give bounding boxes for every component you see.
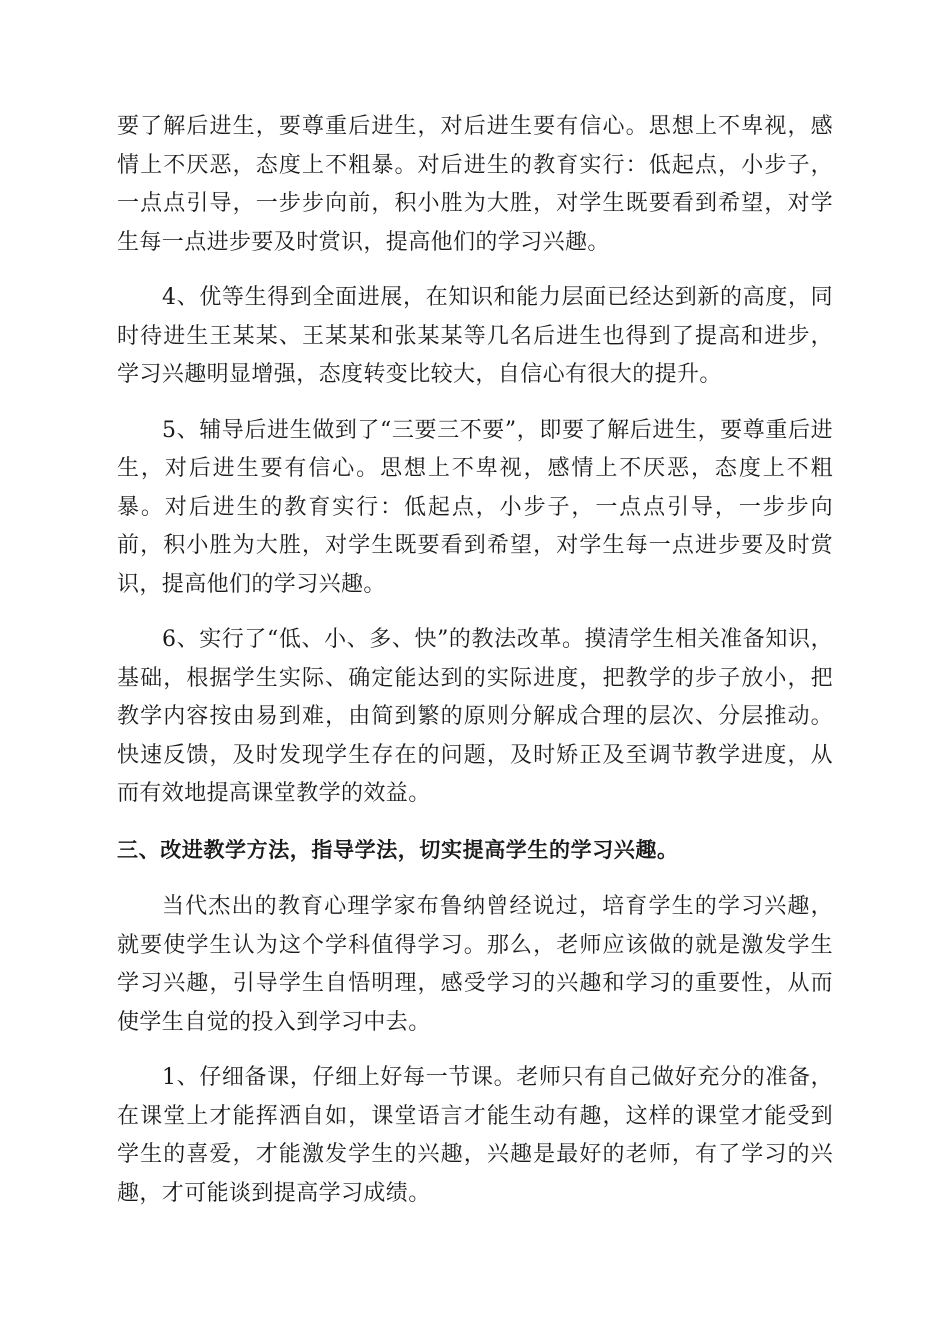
paragraph-continuation: 要了解后进生，要尊重后进生，对后进生要有信心。思想上不卑视，感情上不厌恶，态度上不粗暴。对后进生的教育实行：低起点，小步子，一点点引导，一步步向前，积小胜为大胜，对学生既要看到希望，对学生每一点进步要及时赏识，提高他们的学习兴趣。 [117, 114, 833, 255]
paragraph-item-4: 4、优等生得到全面进展，在知识和能力层面已经达到新的高度，同时待进生王某某、王某某和张某某等几名后进生也得到了提高和进步，学习兴趣明显增强，态度转变比较大，自信心有很大的提升。 [117, 285, 833, 387]
paragraph-item-6: 6、实行了“低、小、多、快”的教法改革。摸清学生相关准备知识，基础，根据学生实际、确定能达到的实际进度，把教学的步子放小，把教学内容按由易到难，由简到繁的原则分解成合理的层次、分层推动。快速反馈，及时发现学生存在的问题，及时矫正及至调节教学进度，从而有效地提高课堂教学的效益。 [117, 627, 833, 806]
paragraph-item-5: 5、辅导后进生做到了“三要三不要”，即要了解后进生，要尊重后进生，对后进生要有信心。思想上不卑视，感情上不厌恶，态度上不粗暴。对后进生的教育实行：低起点，小步子，一点点引导，一步步向前，积小胜为大胜，对学生既要看到希望，对学生每一点进步要及时赏识，提高他们的学习兴趣。 [117, 417, 833, 597]
paragraph-intro: 当代杰出的教育心理学家布鲁纳曾经说过，培育学生的学习兴趣，就要使学生认为这个学科值得学习。那么，老师应该做的就是激发学生学习兴趣，引导学生自悟明理，感受学习的兴趣和学习的重要性，从而使学生自觉的投入到学习中去。 [117, 894, 833, 1035]
section-heading: 三、改进教学方法，指导学法，切实提高学生的学习兴趣。 [117, 837, 679, 862]
document-body [117, 108, 833, 1230]
paragraph-item-1: 1、仔细备课，仔细上好每一节课。老师只有自己做好充分的准备，在课堂上才能挥洒自如，课堂语言才能生动有趣，这样的课堂才能受到学生的喜爱，才能激发学生的兴趣，兴趣是最好的老师，有了学习的兴趣，才可能谈到提高学习成绩。 [117, 1065, 833, 1206]
